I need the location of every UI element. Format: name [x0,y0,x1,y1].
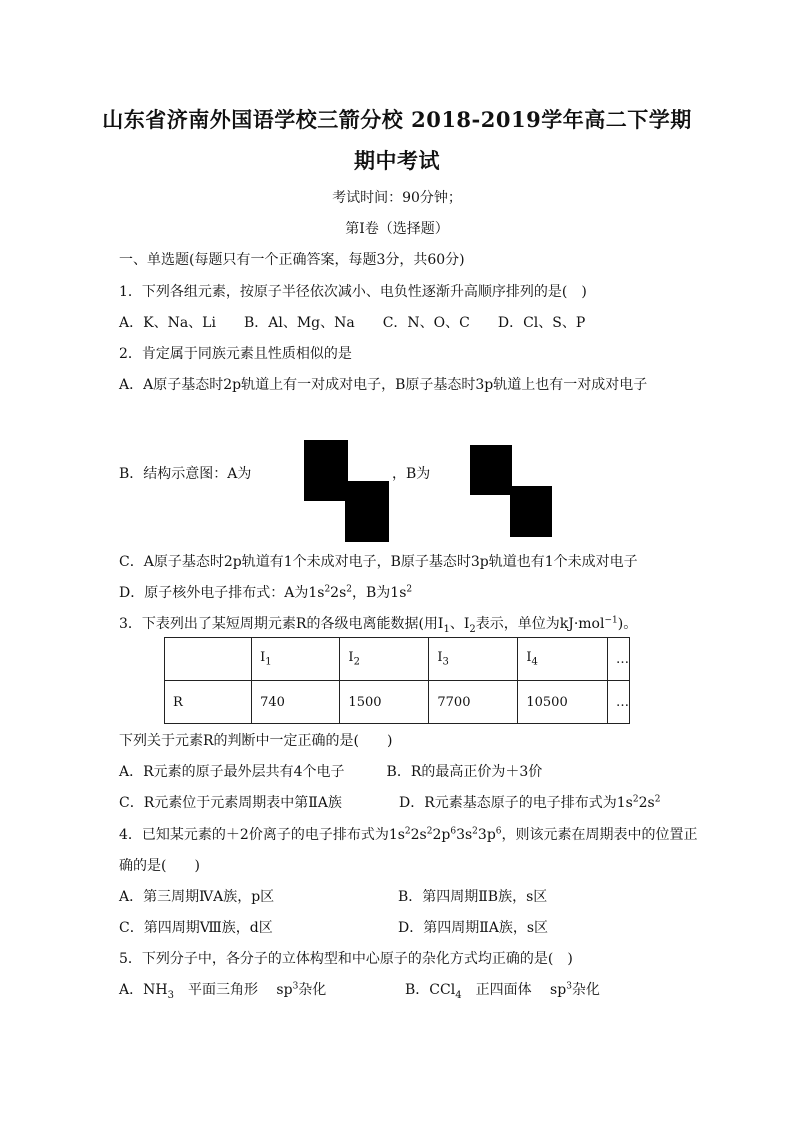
ionization-energy-table [164,637,630,724]
q5-stem: 5．下列分子中，各分子的立体构型和中心原子的杂化方式均正确的是( ) [119,951,573,967]
table-row [165,681,630,724]
q3-ask: 下列关于元素R的判断中一定正确的是( ) [119,733,393,749]
q5-option-a: A．$NH_3$ 平面三角形 $sp^3$杂化 [119,981,327,1001]
exam-time: 考试时间：90分钟； [332,190,462,206]
q2-option-c: C．A原子基态时2p轨道有1个未成对电子，B原子基态时3p轨道也有1个未成对电子 [119,554,638,570]
table-header-i3: $I_3$ [429,638,518,681]
diagram-b-block-1 [470,445,512,495]
table-row-label: R [165,681,252,724]
q2-stem: 2．肯定属于同族元素且性质相似的是 [119,346,352,362]
diagram-a-block-2 [345,481,389,542]
table-cell-i2: 1500 [340,681,429,724]
table-cell-i3: 7700 [429,681,518,724]
q2-option-d: D．原子核外电子排布式：A为$1s^22s^2$，B为$1s^2$ [119,584,413,601]
table-cell-ellipsis: … [607,681,629,724]
q4-stem-line2: 确的是( ) [119,858,200,874]
table-header-i2: $I_2$ [340,638,429,681]
table-cell-i4: 10500 [518,681,608,724]
table-cell-i1: 740 [252,681,340,724]
q2-option-b-mid: ，B为 [392,466,431,482]
q3-options-ab: A．R元素的原子最外层共有4个电子 B．R的最高正价为＋3价 [119,764,543,780]
q2-option-b-label: B．结构示意图：A为 [119,466,252,482]
q3-option-d: D．R元素基态原子的电子排布式为$1s^22s^2$ [399,794,661,811]
table-header-i4: $I_4$ [518,638,608,681]
q1-options: A．K、Na、Li B．Al、Mg、Na C．N、O、C D．Cl、S、P [119,315,586,331]
volume-heading: 第Ⅰ卷（选择题） [345,221,449,237]
table-header-blank [165,638,252,681]
q4-option-c: C．第四周期Ⅷ族，d区 [119,920,273,936]
q4-option-d: D．第四周期ⅡA族，s区 [398,920,549,936]
q4-option-a: A．第三周期ⅣA族，p区 [119,889,275,905]
diagram-a-block-1 [304,440,348,501]
exam-title-line2: 期中考试 [354,148,440,173]
table-header-row [165,638,630,681]
q4-option-b: B．第四周期ⅡB族，s区 [398,889,548,905]
section-heading: 一、单选题(每题只有一个正确答案，每题3分，共60分) [119,252,465,268]
q3-stem: 3．下表列出了某短周期元素R的各级电离能数据(用$I_1$、$I_2$表示，单位为kJ·mol$^{-1}$)。 [119,615,638,635]
q3-option-c: C．R元素位于元素周期表中第ⅡA族 [119,795,342,811]
table-header-ellipsis: … [607,638,629,681]
q2-option-a: A．A原子基态时2p轨道上有一对成对电子，B原子基态时3p轨道上也有一对成对电子 [119,377,648,393]
exam-title: 山东省济南外国语学校三箭分校 2018-2019学年高二下学期 [102,107,692,132]
q1-stem: 1．下列各组元素，按原子半径依次减小、电负性逐渐升高顺序排列的是( ) [119,284,587,300]
table-header-i1: $I_1$ [252,638,340,681]
q4-stem: 4．已知某元素的＋2价离子的电子排布式为$1s^22s^22p^63s^23p^6$，则该元素在周期表中的位置正 [119,826,698,843]
q5-option-b: B．CCl$_4$ 正四面体 $sp^3$杂化 [405,981,600,1001]
diagram-b-block-2 [510,486,552,537]
